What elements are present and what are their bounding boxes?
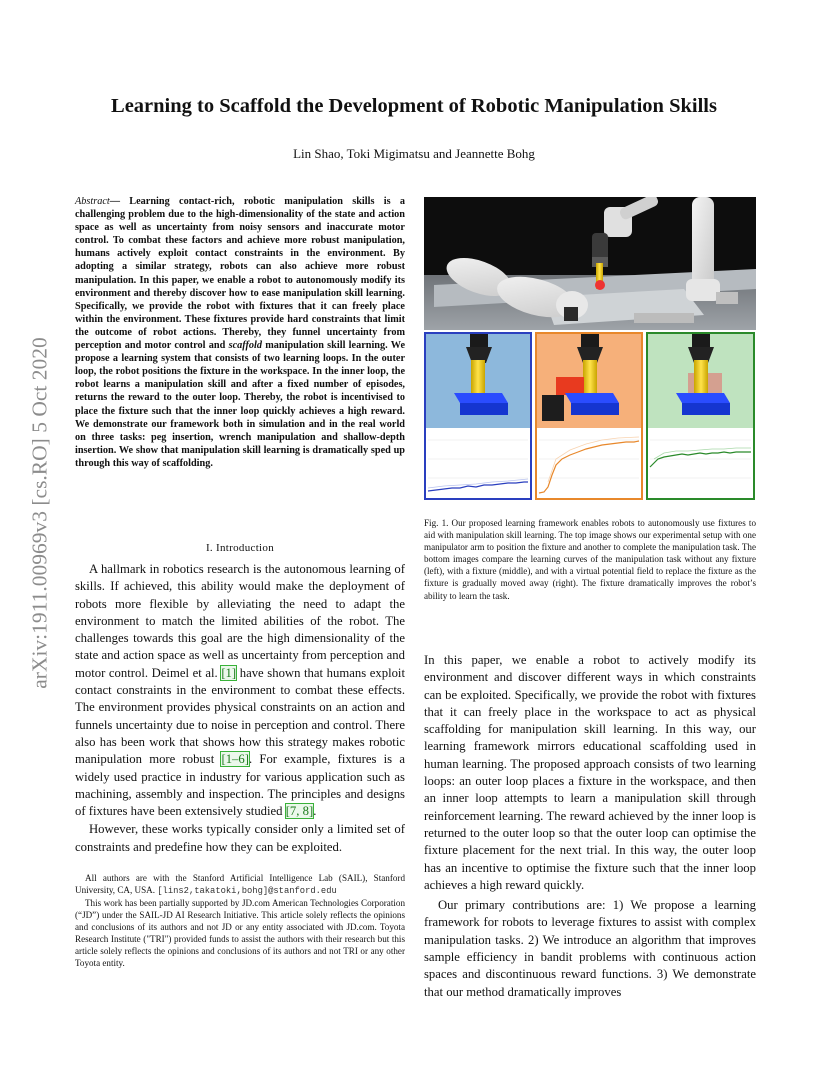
abstract-label: Abstract bbox=[75, 196, 110, 207]
abstract bbox=[75, 195, 405, 470]
citation-link[interactable]: [1] bbox=[221, 665, 237, 680]
abstract-text-end: manipulation skill learning. We propose a learning system that consists of two learning loops. In the outer loop, the robot positions the fixture in the workspace. In the inner loop, the robot learns a manipulation skill and after a fixed number of episodes, returns the reward to the outer loop. Thereby, the robot is incentivised to place the fixture such that the inner loop quickly achieves a high reward. We demonstrate our framework both in simulation and in the real world on three tasks: peg insertion, wrench manipulation and shallow-depth insertion. We show that manipulation skill learning is dramatically sped up through this way of scaffolding. bbox=[75, 340, 406, 469]
introduction-body bbox=[75, 561, 405, 856]
author-emails: [lins2,takatoki,bohg]@stanford.edu bbox=[157, 886, 337, 896]
right-paragraph-2: Our primary contributions are: 1) We propose a learning framework for robots to leverage fixtures to assist with complex manipulation tasks. 2) We introduce an algorithm that improves sample efficiency in bandit problems with continuous action spaces and discontinuous reward functions. 3) We demonstrate that our method dramatically improves bbox=[424, 898, 756, 999]
panel-with-fixture bbox=[536, 333, 642, 499]
abstract-scaffold-italic: scaffold bbox=[228, 340, 262, 352]
footnote-funding: This work has been partially supported by JD.com American Technologies Corporation (“JD”) under the SAIL-JD AI Research Initiative. This article solely reflects the opinions and conclusions of its authors and not JD or any entity associated with JD.com. Toyota Research Institute ("TRI") provided funds to assist the authors with their research but this article solely reflects the opinions and conclusions of its authors and not TRI or any other Toyota entity. bbox=[75, 898, 405, 968]
paper-title: Learning to Scaffold the Development of Robotic Manipulation Skills bbox=[111, 95, 717, 117]
right-paragraph-1: In this paper, we enable a robot to actively modify its environment and discover different ways in which constraints can be exploited. Specifically, we provide the robot with fixtures that it can freely place in the workspace to act as physical scaffolding for manipulation skill learning. In this way, our learning framework mirrors educational scaffolding used in human learning. The proposed approach consists of two learning loops: an outer loop places a fixture in the workspace, and then an inner loop attempts to learn a manipulation skill through reinforcement learning. The reward achieved by the inner loop is returned to the outer loop so that the outer loop can optimise the fixture placement for the next trial. In this way, the outer loop has an incentive to optimise the fixture such that the inner loop achieves a high reward quickly. bbox=[424, 653, 756, 892]
citation-link[interactable]: [7, 8] bbox=[285, 804, 314, 819]
panel-no-fixture bbox=[425, 333, 531, 499]
citation-link[interactable]: [1–6] bbox=[221, 752, 249, 767]
paper-authors: Lin Shao, Toki Migimatsu and Jeannette Bohg bbox=[293, 146, 535, 161]
abstract-text: — Learning contact-rich, robotic manipulation skills is a challenging problem due to the high-dimensionality of the state and action space as well as uncertainty from noisy sensors and inaccurate motor control. To combat these factors and achieve more robust manipulation, humans actively exploit contact constraints in the environment. By adopting a similar strategy, robots can also achieve more robust manipulation. In this paper, we enable a robot to autonomously modify its environment and thereby discover how to ease manipulation skill learning. Specifically, we provide the robot with fixtures that it can freely place within the environment. These fixtures provide hard constraints that limit the outcome of robot actions. Thereby, they funnel uncertainty from perception and motor control and bbox=[75, 196, 405, 352]
intro-paragraph-1: A hallmark in robotics research is the autonomous learning of skills. If achieved, this ability would make the deployment of robots more flexible by alleviating the need to adapt the environment to match the limited abilities of the robot. The challenges towards this goal are the high dimensionality of the state and action space as well as uncertainty from perception and motor control. Deimel et al. [1] have shown that humans exploit contact constraints in the environment to combat these effects. The environment provides physical constraints on an action and funnels uncertainty due to noise in perception and control. There also has been work that shows how this strategy makes robotic manipulation more robust [1–6]. For example, fixtures is a widely used practice in industry for various application such as machining, assembly and inspection. The principles and designs of fixtures have been extensively studied [7, 8]. bbox=[75, 562, 405, 819]
panel-potential-field bbox=[647, 333, 754, 499]
footnote bbox=[75, 872, 405, 969]
setup-photo bbox=[424, 197, 756, 330]
footnote-affiliation: All authors are with the Stanford Artificial Intelligence Lab (SAIL), Stanford University, CA, USA. [lins2,takatoki,bohg]@stanford.edu bbox=[75, 873, 405, 896]
intro-paragraph-2: However, these works typically consider only a limited set of constraints and predefine how they can be exploited. bbox=[75, 822, 405, 854]
arxiv-identifier: arXiv:1911.00969v3 [cs.RO] 5 Oct 2020 bbox=[27, 337, 52, 689]
section-heading-introduction: I. Introduction bbox=[205, 542, 275, 554]
figure-1 bbox=[424, 197, 756, 501]
right-column-body bbox=[424, 652, 756, 1001]
figure-1-image bbox=[424, 197, 756, 501]
figure-1-caption: Fig. 1. Our proposed learning framework enables robots to autonomously use fixtures to aid with manipulation skill learning. The top image shows our experimental setup with one manipulator arm to position the fixture and another to complete the manipulation task. The bottom images compare the learning curves of the manipulation task without any fixture (left), with a fixture (middle), and with a virtual potential field to replace the fixture as the fixture is gradually moved away (right). The fixture dramatically improves the robot’s ability to learn the task. bbox=[424, 518, 756, 601]
